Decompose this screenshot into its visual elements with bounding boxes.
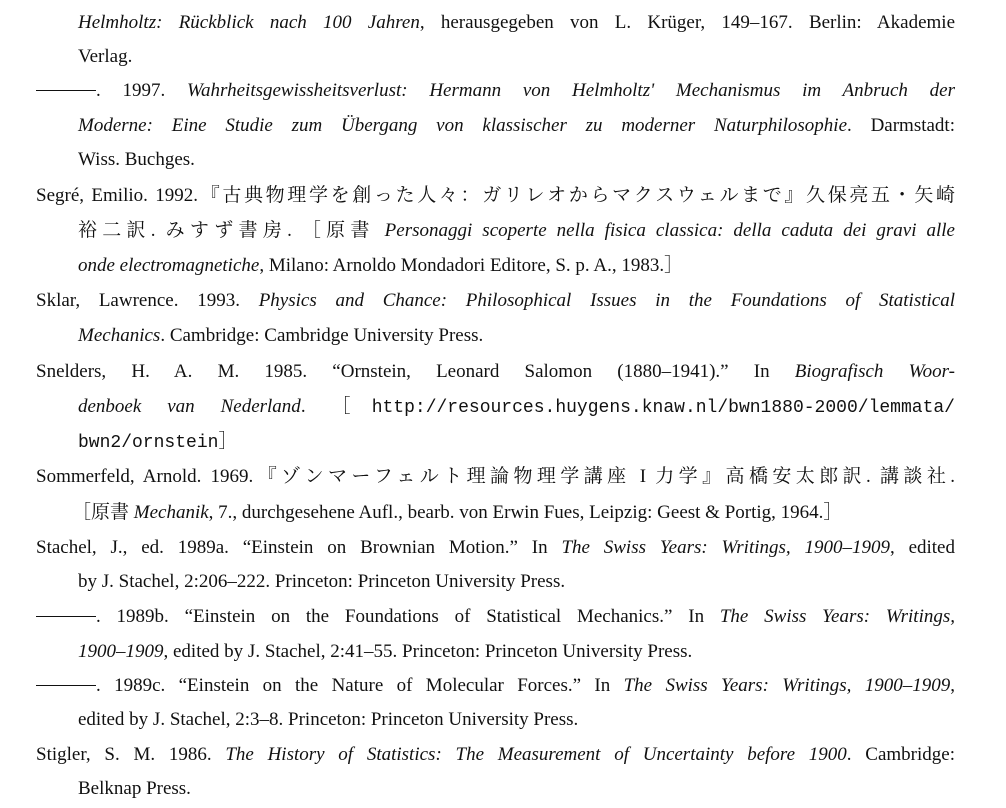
repeat-author-dash	[36, 616, 96, 617]
bib-line	[78, 395, 955, 420]
book-title: Mechanik	[133, 502, 209, 523]
bib-line	[72, 501, 842, 525]
bib-line	[78, 11, 955, 35]
bib-entry-start	[36, 605, 955, 629]
book-title: denboek van Nederland	[78, 396, 301, 417]
bib-text: , 7., durchgesehene Aufl., bearb. von Erwin Fues, Leipzig: Geest & Portig, 1964.］	[208, 502, 843, 523]
bib-entry-start	[36, 743, 955, 767]
bib-entry-start	[36, 465, 955, 489]
book-title: Helmholtz: Rückblick nach 100 Jahren	[78, 12, 420, 33]
bib-text: . 1989b. “Einstein on the Foundations of Statistical Mechanics.” In	[96, 606, 720, 627]
bib-text: ］	[218, 431, 238, 452]
bib-text: , edited	[890, 537, 955, 558]
bib-text: Verlag.	[78, 46, 133, 67]
bib-text: Belknap Press.	[78, 778, 191, 799]
bib-text: Snelders, H. A. M. 1985. “Ornstein, Leonard Salomon (1880–1941).” In	[36, 361, 795, 382]
bib-text: . 1997.	[96, 80, 187, 101]
url-link[interactable]: bwn2/ornstein	[78, 433, 219, 453]
book-title: The History of Statistics: The Measurement of Uncertainty before 1900	[225, 744, 847, 765]
book-title: Personaggi scoperte nella fisica classica: della caduta dei gravi alle	[384, 220, 955, 241]
bib-line	[78, 254, 683, 278]
bib-text: . 1989c. “Einstein on the Nature of Molecular Forces.” In	[96, 675, 624, 696]
bib-entry-start	[36, 79, 955, 103]
bib-text: by J. Stachel, 2:206–222. Princeton: Princeton University Press.	[78, 571, 566, 592]
url-link[interactable]: http://resources.huygens.knaw.nl/bwn1880-2000/lemmata/	[371, 398, 955, 418]
bib-line	[78, 777, 191, 801]
bib-text: Wiss. Buchges.	[78, 149, 195, 170]
bib-text: , Milano: Arnoldo Mondadori Editore, S. p. A., 1983.］	[259, 255, 684, 276]
bib-entry-start	[36, 536, 955, 560]
bib-text: edited by J. Stachel, 2:3–8. Princeton: Princeton University Press.	[78, 709, 579, 730]
bib-text: , edited by J. Stachel, 2:41–55. Princeton: Princeton University Press.	[163, 641, 693, 662]
bib-text: Sklar, Lawrence. 1993.	[36, 290, 259, 311]
bib-line	[78, 219, 955, 243]
book-title: Biografisch Woor-	[794, 361, 956, 382]
bib-entry-start	[36, 674, 955, 698]
bib-text: . Cambridge: Cambridge University Press.	[160, 325, 484, 346]
bib-text: Sommerfeld, Arnold. 1969.『ゾンマーフェルト理論物理学講座 I 力学』高橋安太郎訳. 講談社.	[36, 466, 955, 487]
bib-text: Stigler, S. M. 1986.	[36, 744, 226, 765]
bib-line	[78, 114, 955, 138]
bib-text: ［原書	[72, 502, 134, 523]
book-title: Wahrheitsgewissheitsverlust: Hermann von Helmholtz' Mechanismus im Anbruch der	[186, 80, 955, 101]
bib-text: Segré, Emilio. 1992.『古典物理学を創った人々：ガリレオからマクスウェルまで』久保亮五・矢崎	[36, 185, 955, 206]
bib-text: Stachel, J., ed. 1989a. “Einstein on Brownian Motion.” In	[36, 537, 562, 558]
bib-text: . ［	[300, 396, 372, 417]
bib-line	[78, 430, 237, 455]
bib-text: 裕二訳. みすず書房. ［原書	[78, 220, 385, 241]
bib-line	[78, 708, 578, 732]
bib-text: . Darmstadt:	[847, 115, 955, 136]
bib-line	[78, 148, 195, 172]
book-title: Mechanics	[78, 325, 161, 346]
bib-entry-start	[36, 360, 955, 384]
bib-text: ,	[950, 675, 955, 696]
bib-entry-start	[36, 289, 955, 313]
repeat-author-dash	[36, 90, 96, 91]
bib-line	[78, 570, 565, 594]
bib-text: . Cambridge:	[846, 744, 955, 765]
book-title: onde electromagnetiche	[78, 255, 260, 276]
repeat-author-dash	[36, 685, 96, 686]
bib-line	[78, 45, 132, 69]
bib-entry-start	[36, 184, 955, 208]
bib-line	[78, 640, 692, 664]
book-title: Physics and Chance: Philosophical Issues in the Foundations of Statistical	[258, 290, 955, 311]
bib-text: , herausgegeben von L. Krüger, 149–167. Berlin: Akademie	[419, 12, 955, 33]
book-title: The Swiss Years: Writings, 1900–1909	[623, 675, 951, 696]
book-title: 1900–1909	[78, 641, 164, 662]
bib-line	[78, 324, 483, 348]
book-title: The Swiss Years: Writings, 1900–1909	[561, 537, 890, 558]
book-title: The Swiss Years: Writings,	[719, 606, 955, 627]
book-title: Moderne: Eine Studie zum Übergang von klassischer zu moderner Naturphilosophie	[78, 115, 848, 136]
